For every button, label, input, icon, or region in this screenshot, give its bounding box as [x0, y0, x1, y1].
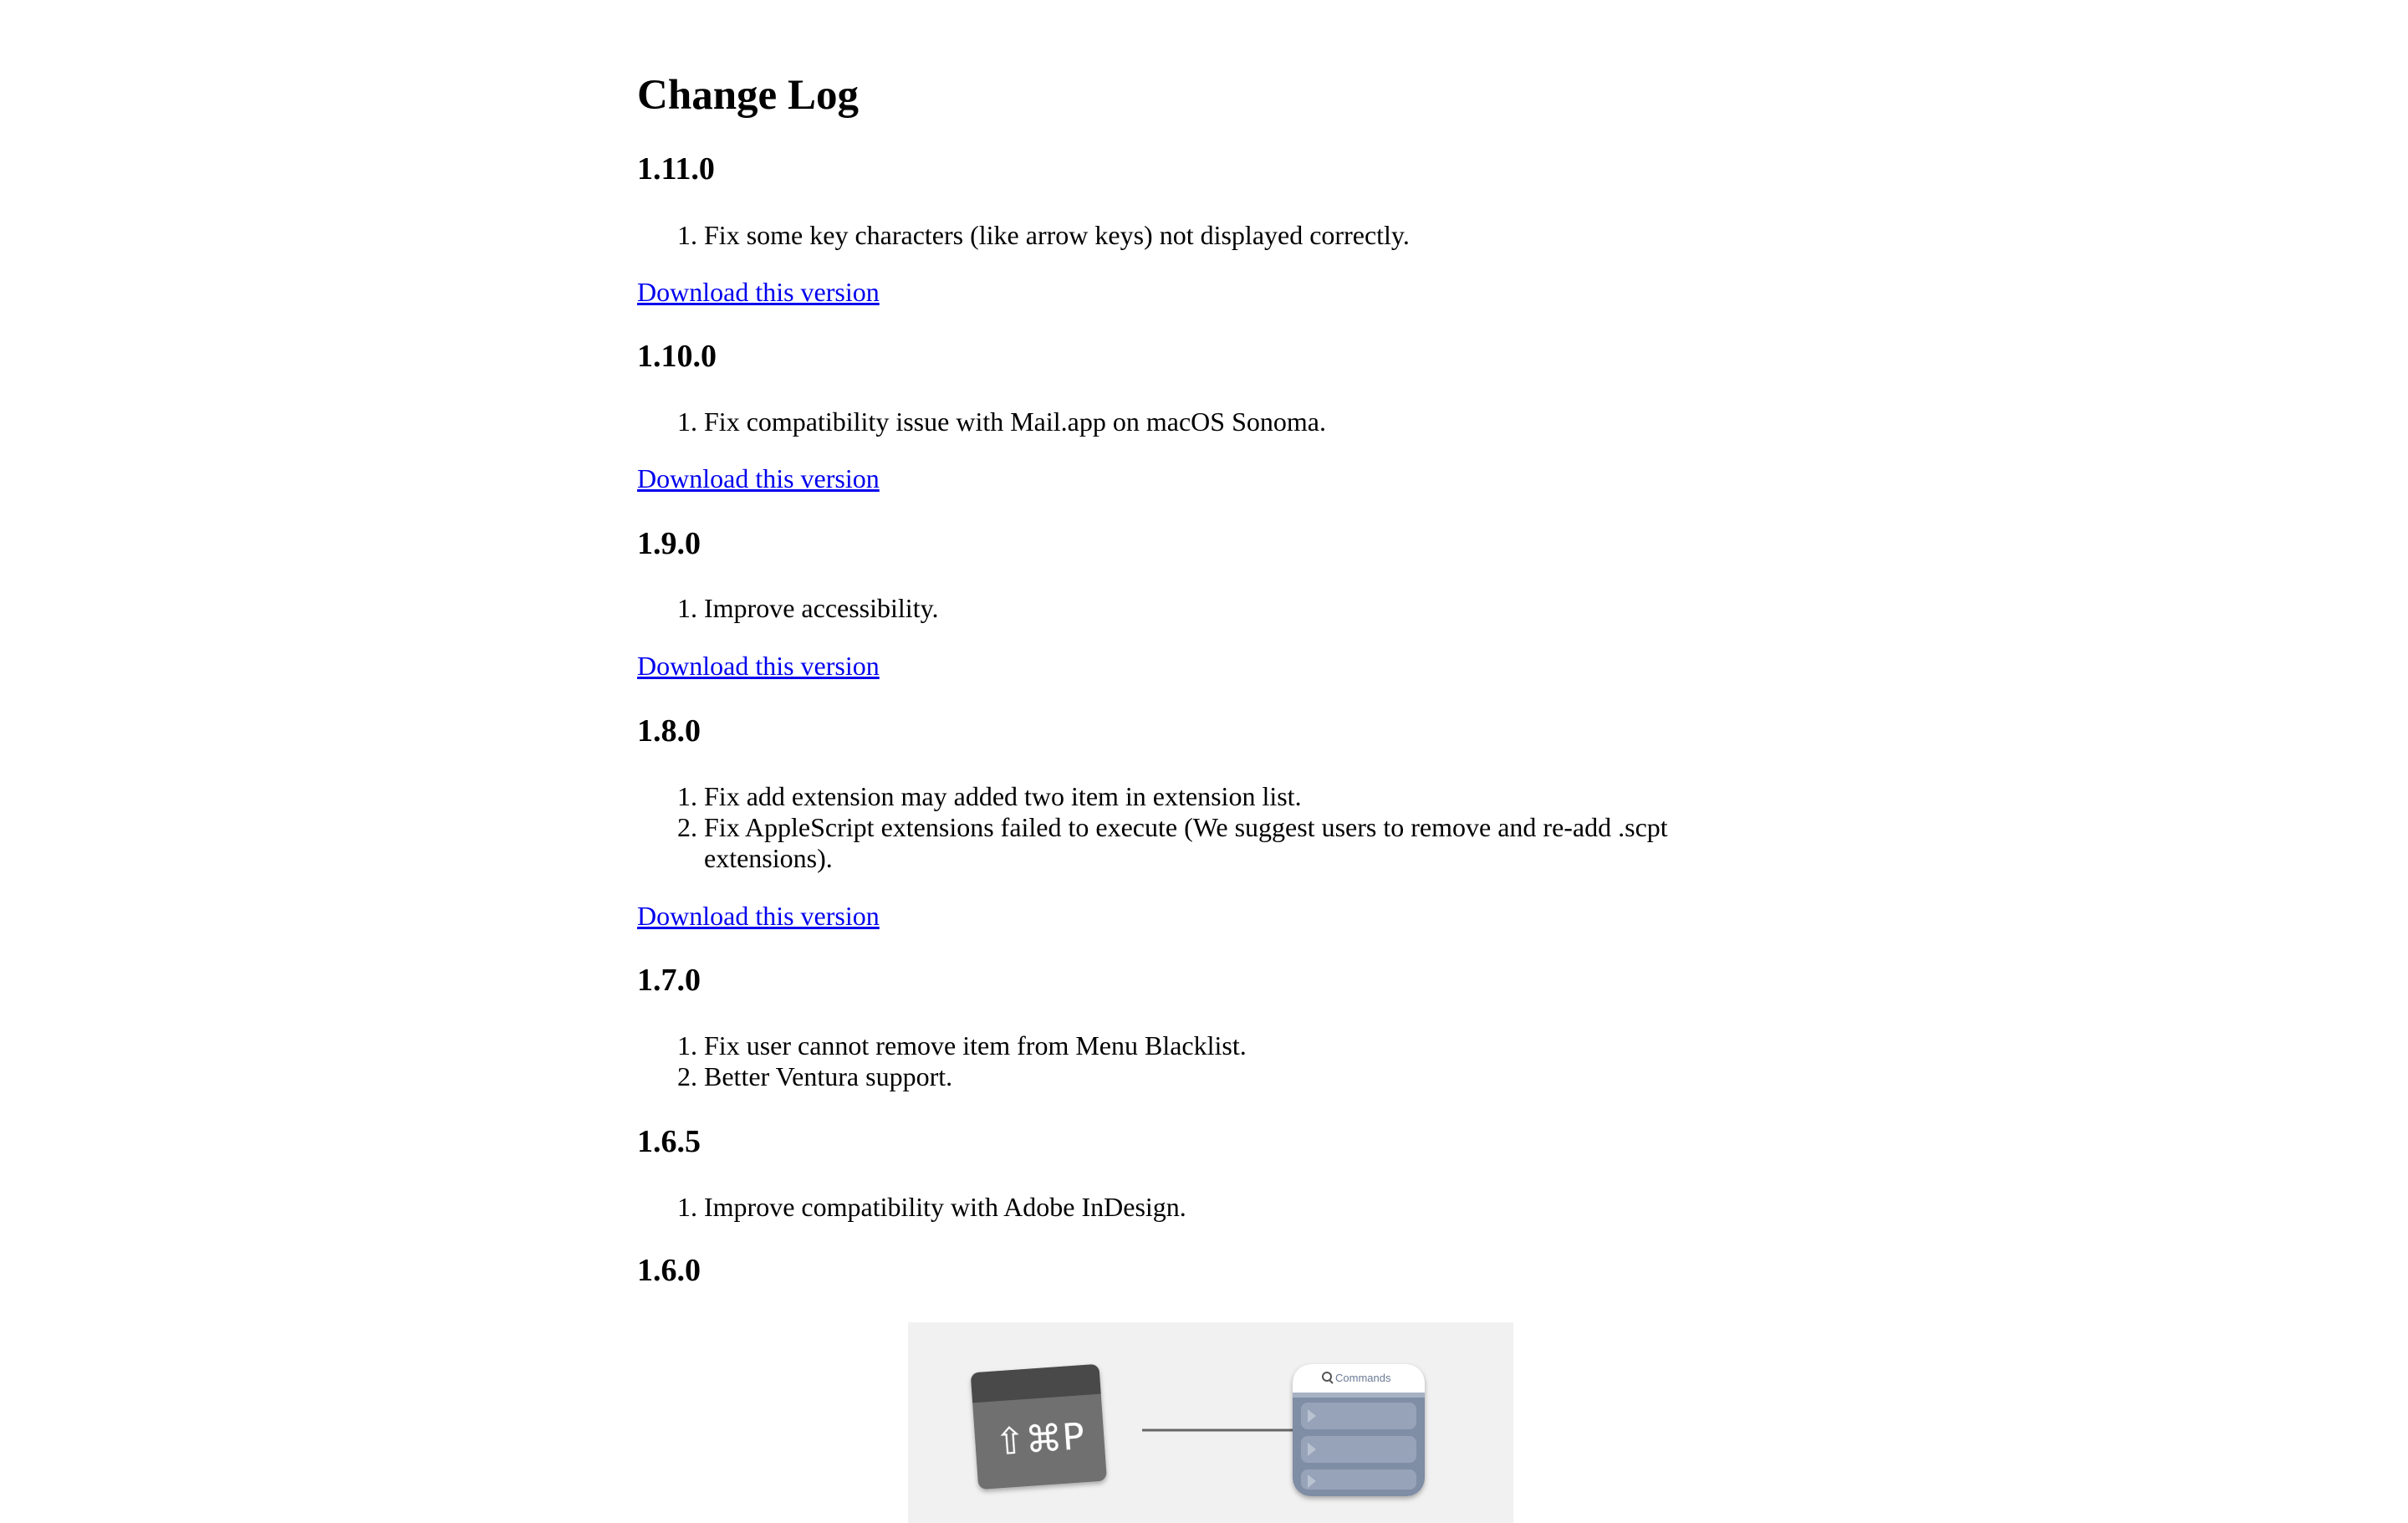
changes-list: [637, 593, 1774, 624]
keyboard-shortcut-icon: [971, 1364, 1107, 1490]
list-item: 1. Fix some key characters (like arrow keys) not displayed correctly.: [704, 220, 1774, 251]
list-item: 1. Fix compatibility issue with Mail.app on macOS Sonoma.: [704, 406, 1774, 437]
version-heading: 1.7.0: [637, 963, 701, 998]
download-link[interactable]: Download this version: [637, 463, 880, 493]
changes-list: [637, 406, 1774, 437]
list-item: 1. Fix add extension may added two item in extension list.: [704, 781, 1774, 812]
list-item: 2. Fix AppleScript extensions failed to execute (We suggest users to remove and re-add .scpt extensions).: [704, 812, 1774, 874]
list-item: 1. Fix user cannot remove item from Menu Blacklist.: [704, 1030, 1774, 1061]
changes-list: [637, 1192, 1774, 1223]
version-heading: 1.6.5: [637, 1124, 701, 1159]
version-heading: 1.8.0: [637, 713, 701, 749]
changes-list: [637, 781, 1774, 874]
list-item: 2. Better Ventura support.: [704, 1061, 1774, 1092]
list-item: 1. Improve accessibility.: [704, 593, 1774, 624]
shortcut-keys-text: ⇧⌘P: [993, 1415, 1086, 1464]
version-heading: 1.9.0: [637, 526, 701, 561]
download-link[interactable]: Download this version: [637, 651, 880, 681]
page-title: Change Log: [637, 72, 859, 119]
download-link[interactable]: Download this version: [637, 901, 880, 931]
version-heading: 1.11.0: [637, 151, 715, 187]
feature-illustration: [908, 1322, 1513, 1523]
list-item: 1. Improve compatibility with Adobe InDesign.: [704, 1192, 1774, 1223]
illustration-svg: [908, 1322, 1513, 1523]
changes-list: [637, 1030, 1774, 1092]
download-link[interactable]: Download this version: [637, 277, 880, 307]
version-heading: 1.10.0: [637, 339, 717, 374]
version-heading: 1.6.0: [637, 1253, 701, 1288]
palette-search-text: Commands: [1335, 1372, 1391, 1384]
changes-list: [637, 220, 1774, 251]
